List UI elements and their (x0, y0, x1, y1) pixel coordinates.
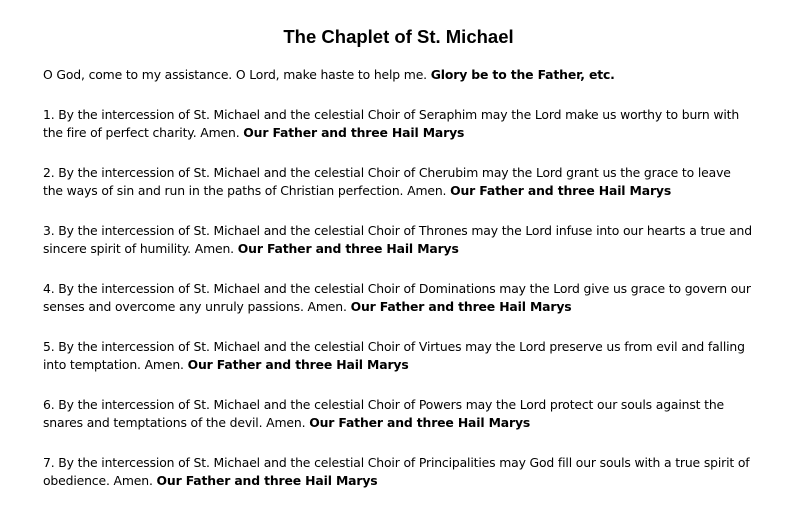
opening-prayer: Glory be to the Father, etc. (430, 67, 615, 82)
salutation-prayer: Our Father and three Hail Marys (156, 473, 378, 488)
page-title: The Chaplet of St. Michael (283, 26, 514, 47)
salutation-paragraph-5 (43, 338, 754, 375)
salutation-text: 7. By the intercession of St. Michael and the celestial Choir of Principalities may God fill our souls with a true spirit of obedience. Amen. (43, 454, 750, 488)
salutation-paragraph-6 (43, 396, 754, 433)
salutation-prayer: Our Father and three Hail Marys (187, 357, 409, 372)
salutation-paragraph-4 (43, 280, 754, 317)
salutation-paragraph-2 (43, 164, 754, 201)
salutation-text: 3. By the intercession of St. Michael and the celestial Choir of Thrones may the Lord infuse into our hearts a true and sincere spirit of humility. Amen. (43, 222, 752, 256)
opening-text: O God, come to my assistance. O Lord, make haste to help me. (43, 67, 427, 82)
salutation-text: 4. By the intercession of St. Michael and the celestial Choir of Dominations may the Lord give us grace to govern our senses and overcome any unruly passions. Amen. (43, 280, 751, 314)
salutation-prayer: Our Father and three Hail Marys (237, 241, 459, 256)
salutation-text: 5. By the intercession of St. Michael and the celestial Choir of Virtues may the Lord preserve us from evil and falling into temptation. Amen. (43, 338, 745, 372)
salutation-prayer: Our Father and three Hail Marys (243, 125, 465, 140)
salutation-prayer: Our Father and three Hail Marys (350, 299, 572, 314)
salutation-paragraph-7 (43, 454, 754, 491)
salutation-paragraph-3 (43, 222, 754, 259)
salutation-text: 1. By the intercession of St. Michael and the celestial Choir of Seraphim may the Lord make us worthy to burn with the fire of perfect charity. Amen. (43, 106, 740, 140)
opening-paragraph (43, 66, 754, 85)
salutation-text: 2. By the intercession of St. Michael and the celestial Choir of Cherubim may the Lord grant us the grace to leave the ways of sin and run in the paths of Christian perfection. Amen. (43, 164, 731, 198)
salutation-text: 6. By the intercession of St. Michael and the celestial Choir of Powers may the Lord protect our souls against the snares and temptations of the devil. Amen. (43, 396, 725, 430)
salutation-paragraph-1 (43, 106, 754, 143)
salutation-prayer: Our Father and three Hail Marys (309, 415, 531, 430)
salutation-prayer: Our Father and three Hail Marys (450, 183, 672, 198)
